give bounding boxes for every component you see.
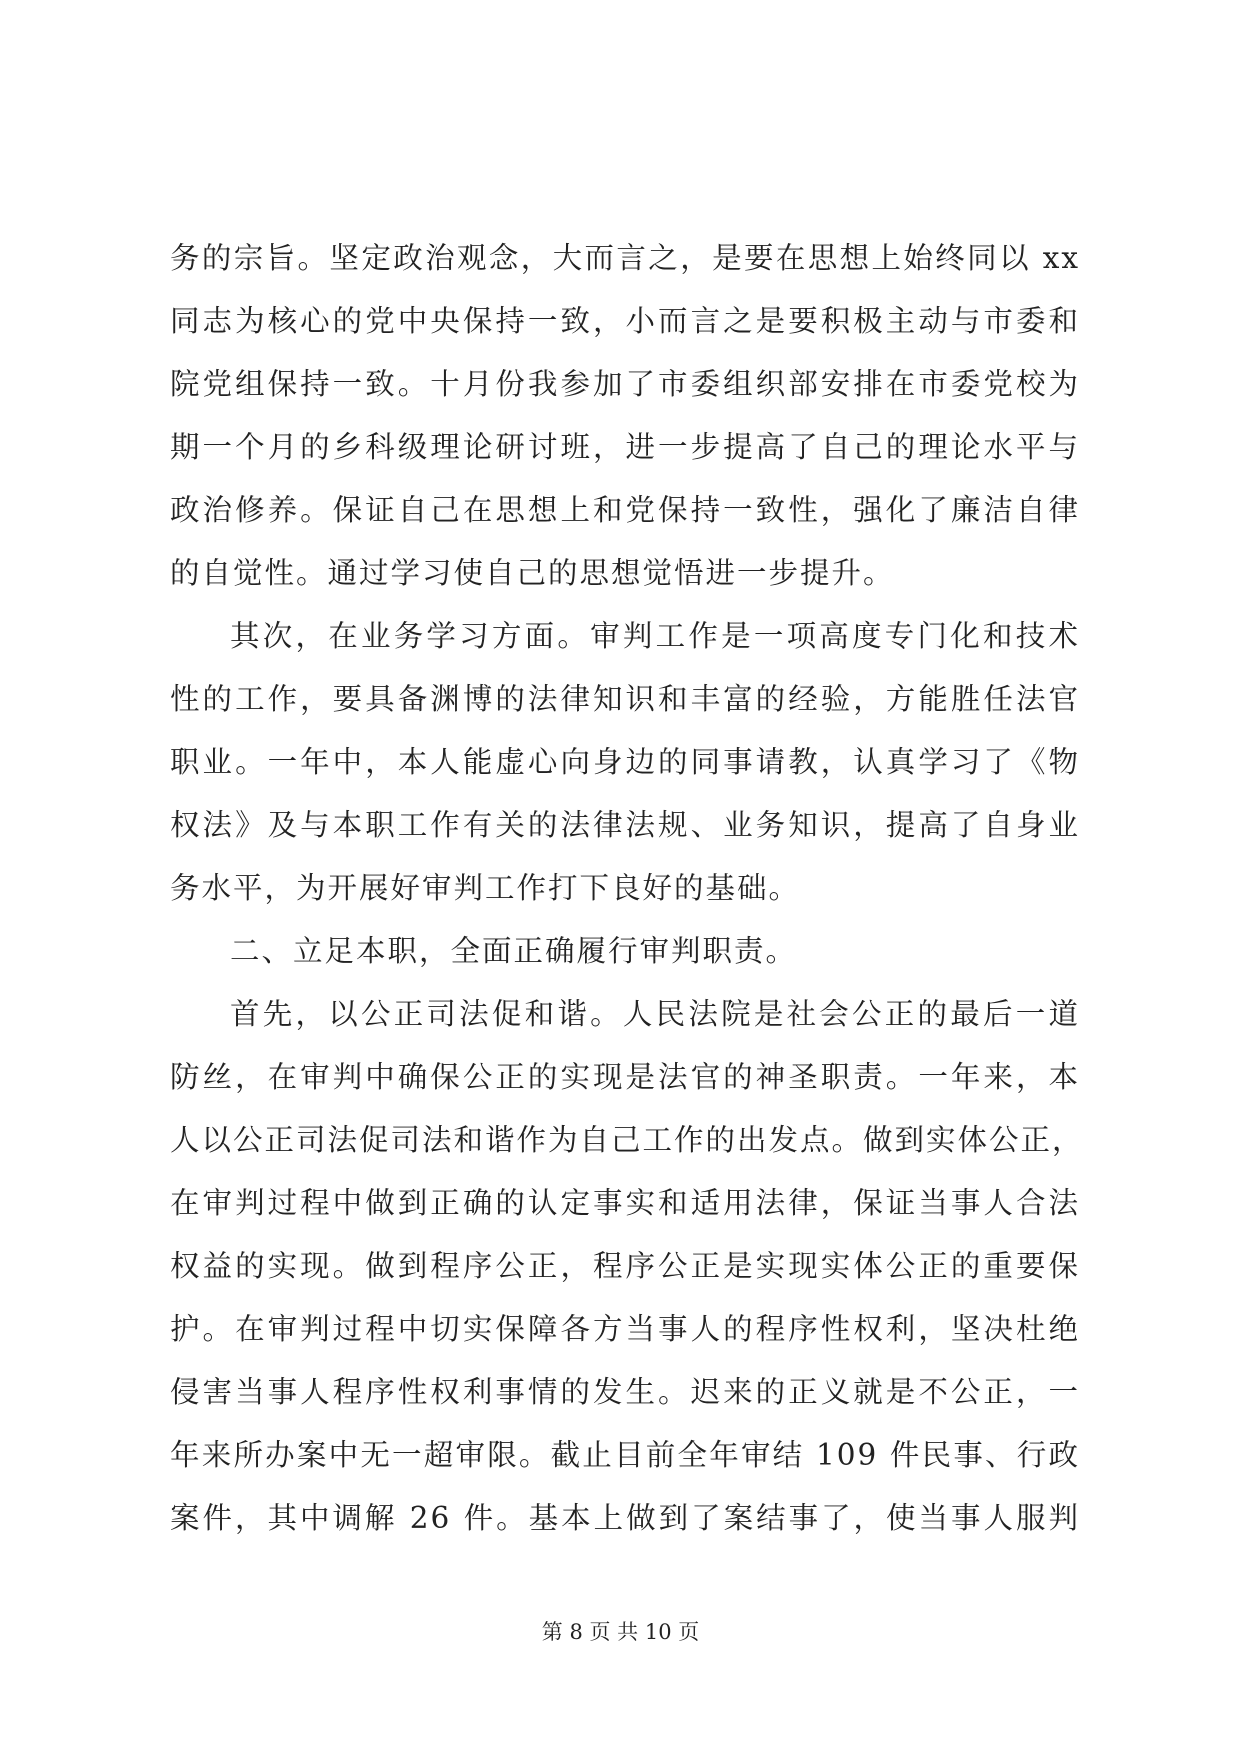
paragraph-first-line: 首先，以公正司法促和谐。人民法院是社会公正的最后一道 — [230, 997, 1080, 1031]
text-line: 防丝，在审判中确保公正的实现是法官的神圣职责。一年来，本 — [170, 1060, 1080, 1094]
text-line: 性的工作，要具备渊博的法律知识和丰富的经验，方能胜任法官 — [170, 682, 1080, 716]
text-line: 人以公正司法促司法和谐作为自己工作的出发点。做到实体公正， — [170, 1123, 1084, 1157]
paragraph-first-line: 其次，在业务学习方面。审判工作是一项高度专门化和技术 — [230, 619, 1080, 653]
text-line: 护。在审判过程中切实保障各方当事人的程序性权利，坚决杜绝 — [170, 1312, 1080, 1346]
text-line: 年来所办案中无一超审限。截止目前全年审结 109 件民事、行政 — [170, 1438, 1080, 1472]
text-line: 案件，其中调解 26 件。基本上做到了案结事了，使当事人服判 — [170, 1501, 1080, 1535]
text-line: 同志为核心的党中央保持一致，小而言之是要积极主动与市委和 — [170, 304, 1080, 338]
text-line: 侵害当事人程序性权利事情的发生。迟来的正义就是不公正，一 — [170, 1375, 1080, 1409]
text-line: 的自觉性。通过学习使自己的思想觉悟进一步提升。 — [170, 556, 895, 590]
text-line: 务的宗旨。坚定政治观念，大而言之，是要在思想上始终同以 xx — [170, 241, 1080, 275]
section-heading: 二、立足本职，全面正确履行审判职责。 — [230, 934, 798, 968]
text-line: 务水平，为开展好审判工作打下良好的基础。 — [170, 871, 801, 905]
text-line: 院党组保持一致。十月份我参加了市委组织部安排在市委党校为 — [170, 367, 1080, 401]
text-line: 职业。一年中，本人能虚心向身边的同事请教，认真学习了《物 — [170, 745, 1080, 779]
text-line: 期一个月的乡科级理论研讨班，进一步提高了自己的理论水平与 — [170, 430, 1080, 464]
page-number-footer: 第 8 页 共 10 页 — [541, 1620, 700, 1644]
text-line: 权益的实现。做到程序公正，程序公正是实现实体公正的重要保 — [170, 1249, 1080, 1283]
text-line: 权法》及与本职工作有关的法律法规、业务知识，提高了自身业 — [170, 808, 1080, 842]
text-line: 政治修养。保证自己在思想上和党保持一致性，强化了廉洁自律 — [170, 493, 1080, 527]
text-line: 在审判过程中做到正确的认定事实和适用法律，保证当事人合法 — [170, 1186, 1080, 1220]
